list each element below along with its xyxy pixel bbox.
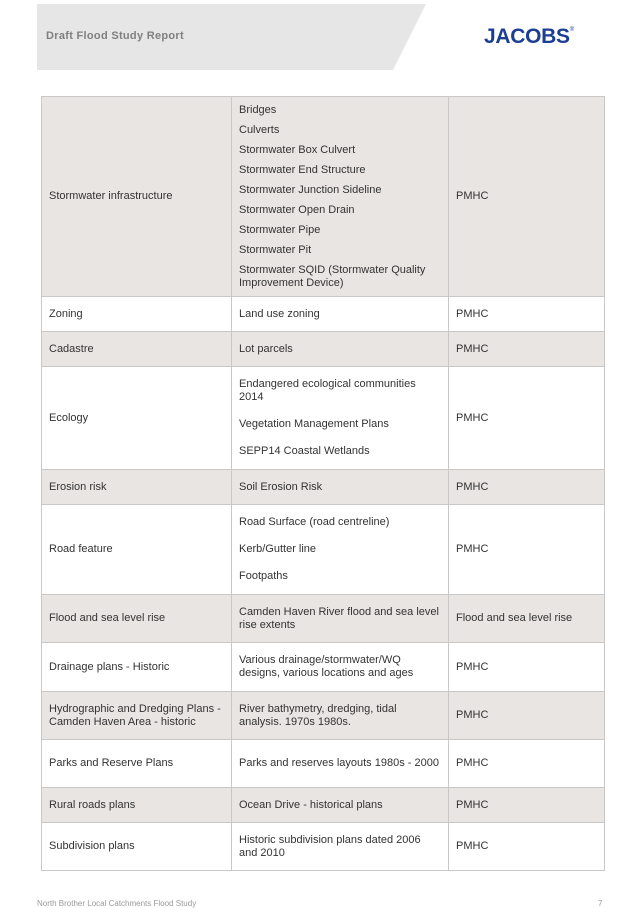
table-row bbox=[42, 643, 605, 692]
description-cell bbox=[232, 692, 449, 740]
table-row bbox=[42, 367, 605, 470]
description-cell bbox=[232, 297, 449, 332]
table-row bbox=[42, 595, 605, 643]
description-item: Stormwater Open Drain bbox=[239, 203, 355, 216]
description-item: Kerb/Gutter line bbox=[239, 543, 317, 555]
source-cell: PMHC bbox=[449, 470, 605, 505]
description-cell bbox=[232, 505, 449, 595]
table-row bbox=[42, 740, 605, 788]
source-cell: PMHC bbox=[449, 823, 605, 871]
description-cell bbox=[232, 788, 449, 823]
description-item: Camden Haven River flood and sea level rise extents bbox=[239, 605, 439, 631]
dataset-cell: Parks and Reserve Plans bbox=[42, 740, 232, 788]
description-cell bbox=[232, 470, 449, 505]
table-row bbox=[42, 788, 605, 823]
dataset-cell: Drainage plans - Historic bbox=[42, 643, 232, 692]
source-cell: PMHC bbox=[449, 643, 605, 692]
report-title: Draft Flood Study Report bbox=[46, 30, 184, 42]
dataset-cell: Road feature bbox=[42, 505, 232, 595]
description-item: Stormwater SQID (Stormwater Quality Improvement Device) bbox=[239, 263, 426, 289]
dataset-cell: Rural roads plans bbox=[42, 788, 232, 823]
table-row bbox=[42, 823, 605, 871]
description-cell bbox=[232, 643, 449, 692]
description-item: Bridges bbox=[239, 103, 277, 116]
description-item: Culverts bbox=[239, 123, 280, 136]
description-cell bbox=[232, 97, 449, 297]
description-item: Stormwater Pipe bbox=[239, 223, 321, 236]
description-item: Parks and reserves layouts 1980s - 2000 bbox=[239, 757, 439, 769]
description-item: River bathymetry, dredging, tidal analysis. 1970s 1980s. bbox=[239, 702, 397, 728]
description-item: SEPP14 Coastal Wetlands bbox=[239, 445, 370, 457]
table-row bbox=[42, 97, 605, 297]
description-item: Stormwater Pit bbox=[239, 243, 312, 256]
description-item: Stormwater End Structure bbox=[239, 163, 366, 176]
jacobs-logo: JACOBS® bbox=[484, 25, 574, 48]
description-cell bbox=[232, 332, 449, 367]
source-cell: PMHC bbox=[449, 505, 605, 595]
source-cell: PMHC bbox=[449, 97, 605, 297]
description-item: Soil Erosion Risk bbox=[239, 480, 323, 493]
description-item: Lot parcels bbox=[239, 342, 293, 355]
description-item: Stormwater Junction Sideline bbox=[239, 183, 382, 196]
description-item: Various drainage/stormwater/WQ designs, various locations and ages bbox=[239, 654, 414, 679]
source-cell: PMHC bbox=[449, 332, 605, 367]
description-cell bbox=[232, 367, 449, 470]
dataset-cell: Flood and sea level rise bbox=[42, 595, 232, 643]
data-sources-table bbox=[41, 96, 605, 871]
source-cell: PMHC bbox=[449, 297, 605, 332]
description-item: Footpaths bbox=[239, 570, 288, 582]
dataset-cell: Hydrographic and Dredging Plans - Camden Haven Area - historic bbox=[42, 692, 232, 740]
description-item: Historic subdivision plans dated 2006 and 2010 bbox=[239, 833, 421, 859]
table-row bbox=[42, 297, 605, 332]
description-item: Road Surface (road centreline) bbox=[239, 516, 390, 528]
footer-document-title: North Brother Local Catchments Flood Study bbox=[37, 899, 197, 908]
description-item: Stormwater Box Culvert bbox=[239, 143, 356, 156]
dataset-cell: Cadastre bbox=[42, 332, 232, 367]
dataset-cell: Stormwater infrastructure bbox=[42, 97, 232, 297]
source-cell: PMHC bbox=[449, 788, 605, 823]
source-cell: PMHC bbox=[449, 692, 605, 740]
table-row bbox=[42, 470, 605, 505]
source-cell: Flood and sea level rise bbox=[449, 595, 605, 643]
source-cell: PMHC bbox=[449, 740, 605, 788]
dataset-cell: Erosion risk bbox=[42, 470, 232, 505]
description-cell bbox=[232, 595, 449, 643]
source-cell: PMHC bbox=[449, 367, 605, 470]
description-item: Land use zoning bbox=[239, 307, 320, 320]
description-item: Endangered ecological communities 2014 bbox=[239, 378, 416, 403]
table-row bbox=[42, 332, 605, 367]
page-number: 7 bbox=[598, 899, 603, 908]
description-cell bbox=[232, 740, 449, 788]
dataset-cell: Zoning bbox=[42, 297, 232, 332]
dataset-cell: Ecology bbox=[42, 367, 232, 470]
description-item: Ocean Drive - historical plans bbox=[239, 798, 383, 811]
description-cell bbox=[232, 823, 449, 871]
description-item: Vegetation Management Plans bbox=[239, 418, 389, 430]
table-row bbox=[42, 505, 605, 595]
table-row bbox=[42, 692, 605, 740]
dataset-cell: Subdivision plans bbox=[42, 823, 232, 871]
